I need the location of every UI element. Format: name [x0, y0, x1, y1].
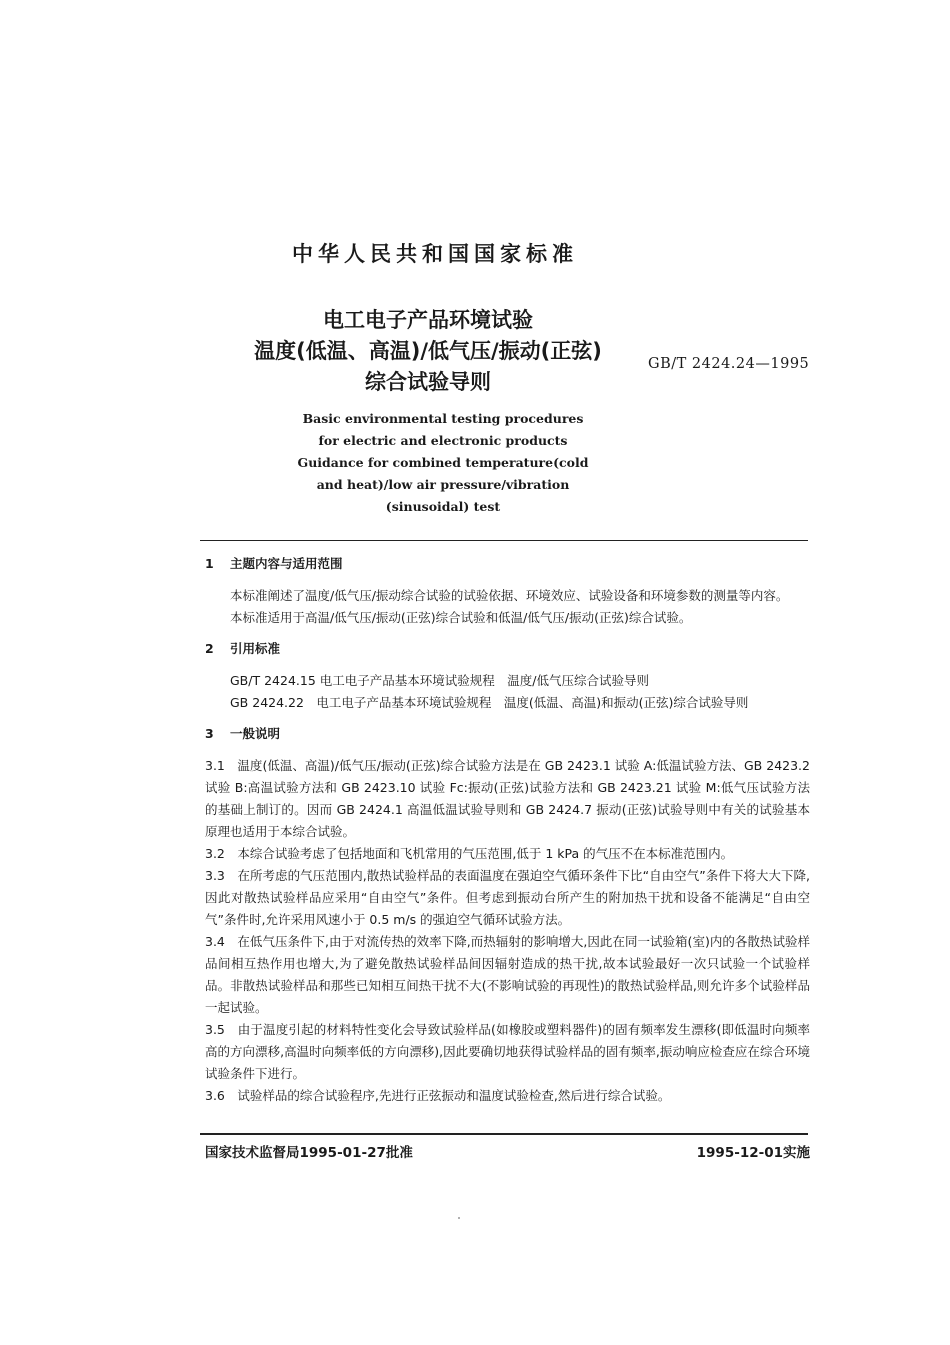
- clause-3-5: 3.5 由于温度引起的材料特性变化会导致试验样品(如橡胶或塑料器件)的固有频率发生漂移(即低温时向频率高的方向漂移,高温时向频率低的方向漂移),因此要确切地获得试验样品的固有频率,振动响应检查应在综合环境试验条件下进行。: [205, 1022, 810, 1081]
- top-divider: [200, 540, 808, 541]
- english-title-line-5: (sinusoidal) test: [385, 499, 501, 514]
- standard-code: GB/T 2424.24—1995: [648, 356, 810, 372]
- reference-standard-1: GB/T 2424.15 电工电子产品基本环境试验规程 温度/低气压综合试验导则: [230, 673, 649, 688]
- section-2-heading: [205, 638, 810, 660]
- title-line-1: 电工电子产品环境试验: [323, 308, 533, 332]
- english-title-line-4: and heat)/low air pressure/vibration: [316, 477, 570, 492]
- footer: [205, 1141, 810, 1165]
- section-number: 2: [205, 641, 214, 656]
- implementation-date: 1995-12-01实施: [696, 1145, 810, 1161]
- section-number: 1: [205, 556, 214, 571]
- title-line-2: 温度(低温、高温)/低气压/振动(正弦): [254, 339, 602, 363]
- approval-date: 国家技术监督局1995-01-27批准: [205, 1145, 413, 1161]
- english-title-line-1: Basic environmental testing procedures: [302, 411, 584, 426]
- document-title: [228, 305, 628, 398]
- clause-3-3: 3.3 在所考虑的气压范围内,散热试验样品的表面温度在强迫空气循环条件下比“自由空气”条件下将大大下降,因此对散热试验样品应采用“自由空气”条件。但考虑到振动台所产生的附加热干扰和设备不能满足“自由空气”条件时,允许采用风速小于 0.5 m/s 的强迫空气循环试验方法。: [205, 868, 810, 927]
- document-body: [205, 553, 810, 1107]
- english-title-line-2: for electric and electronic products: [318, 433, 568, 448]
- english-title: [278, 408, 608, 518]
- section-title: 一般说明: [230, 726, 281, 741]
- scan-speck: [458, 1217, 460, 1219]
- clause-3-6: 3.6 试验样品的综合试验程序,先进行正弦振动和温度试验检查,然后进行综合试验。: [205, 1088, 671, 1103]
- section-1-paragraph-2: 本标准适用于高温/低气压/振动(正弦)综合试验和低温/低气压/振动(正弦)综合试验。: [230, 610, 692, 625]
- title-line-3: 综合试验导则: [365, 370, 491, 394]
- bottom-divider: [200, 1133, 808, 1135]
- english-title-line-3: Guidance for combined temperature(cold: [297, 455, 589, 470]
- section-1-heading: [205, 553, 810, 575]
- clause-3-1: 3.1 温度(低温、高温)/低气压/振动(正弦)综合试验方法是在 GB 2423.1 试验 A:低温试验方法、GB 2423.2试验 B:高温试验方法和 GB 2423.10 试验 Fc:振动(正弦)试验方法和 GB 2423.21 试验 M:低气压试验方法的基础上制订的。因而 GB 2424.1 高温低温试验导则和 GB 2424.7 振动(正弦)试验导则中有关的试验基本原理也适用于本综合试验。: [205, 758, 810, 839]
- national-standard-heading: 中华人民共和国国家标准: [292, 242, 578, 266]
- section-title: 主题内容与适用范围: [230, 556, 343, 571]
- section-number: 3: [205, 726, 214, 741]
- clause-3-2: 3.2 本综合试验考虑了包括地面和飞机常用的气压范围,低于 1 kPa 的气压不在本标准范围内。: [205, 846, 734, 861]
- clause-3-4: 3.4 在低气压条件下,由于对流传热的效率下降,而热辐射的影响增大,因此在同一试验箱(室)内的各散热试验样品间相互热作用也增大,为了避免散热试验样品间因辐射造成的热干扰,故本试验最好一次只试验一个试验样品。非散热试验样品和那些已知相互间热干扰不大(不影响试验的再现性)的散热试验样品,则允许多个试验样品一起试验。: [205, 934, 810, 1015]
- section-title: 引用标准: [230, 641, 281, 656]
- section-1-paragraph-1: 本标准阐述了温度/低气压/振动综合试验的试验依据、环境效应、试验设备和环境参数的测量等内容。: [230, 588, 789, 603]
- reference-standard-2: GB 2424.22 电工电子产品基本环境试验规程 温度(低温、高温)和振动(正弦)综合试验导则: [230, 695, 749, 710]
- section-3-heading: [205, 723, 810, 745]
